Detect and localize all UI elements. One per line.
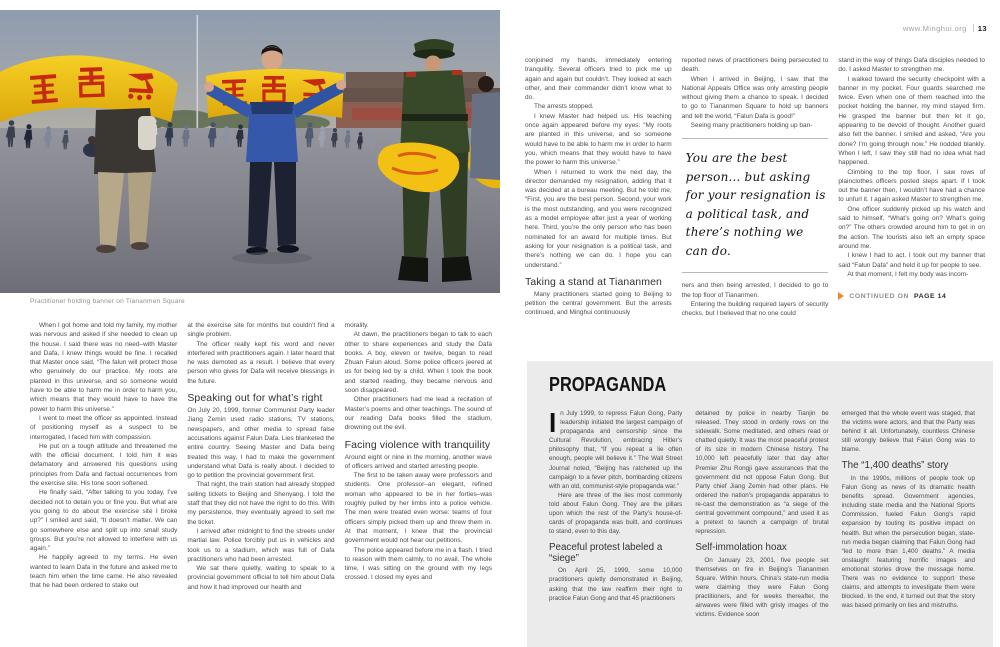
tiananmen-photo-illustration	[0, 10, 500, 293]
article-column-3	[345, 321, 492, 592]
paragraph: Many practitioners started going to Beijing to petition the central government. But the arrests continued, and Minghui continuously	[525, 290, 672, 317]
paragraph: I walked toward the security checkpoint with a banner in my pocket. Four guards searched me twice. Even when one of them reached into the pocket holding the banner, my mind stayed firm. He grasped the banner but then let it go, appearing to be devoid of thought. Another guard also felt the banner. I smiled and asked, “Are you done? I’m going through now.” He nodded blankly. When I left, I saw they still had no idea what had happened.	[838, 75, 986, 167]
paragraph: at the exercise site for months but couldn’t find a single problem.	[187, 322, 335, 339]
paragraph: reported news of practitioners being persecuted to death.	[681, 57, 829, 74]
paragraph: In July 1999, to repress Falun Gong, Party leadership initiated the largest campaign of propaganda and censorship since the Cultural Revolution, embracing Hitler’s philosophy that, “If you repeat a lie often enough, people will believe it.” The Wall Street Journal noted, “Beijing has ratcheted up the campaign to a fever pitch, bombarding citizens with an old, communist-style propaganda war.”	[549, 406, 683, 490]
drop-cap: I	[549, 406, 557, 439]
pull-quote-text: You are the best person... but asking for your resignation is a political task, and there’s nothing we can do.	[685, 151, 826, 258]
paragraph: At dawn, the practitioners began to talk to each other to share experiences and study the Dafa books. A boy, eleven or twelve, began to read Zhuan Falun aloud. Some police officers jeered at us for being led by a child. When I took the book and started reading, they became nervous and soon disappeared.	[344, 331, 492, 395]
article-column-1	[30, 321, 177, 592]
paragraph: He put on a tough attitude and threatened me with the official document. I told him it was defamatory and answered his questions using principles from Dafa and factual occurrences from the exercise site. His tone soon softened.	[30, 442, 178, 488]
paragraph: On July 20, 1999, former Communist Party leader Jiang Zemin used radio stations, TV stations, newspapers, and other media to spread false accusations against Falun Dafa. Lies blanketed the entire country. Seeing Master and Dafa being treated this way, I had to make the government understand what Dafa is really about. I decided to go to petition the provincial government first.	[187, 407, 335, 480]
left-page-columns	[30, 321, 492, 592]
paragraph: On April 25, 1999, some 10,000 practitioners quietly demonstrated in Beijing, asking that the law reaffirm their right to practice Falun Gong and that 45 practitioners	[549, 567, 683, 602]
paragraph: detained by police in nearby Tianjin be released. They stood in orderly rows on the sidewalk. Some meditated, and others read or chatted quietly. It was the most peaceful protest of its size in modern Chinese history. The 10,000 left peacefully later that day after Premier Zhu Rongji gave assurances that the government did not oppose Falun Gong. But Party chief Jiang Zemin had other plans. He ordered the nation’s propaganda apparatus to re-cast the demonstration as “a siege of the central government compound,” and used it as a pretext to launch a campaign of brutal repression.	[695, 410, 829, 536]
paragraph: When I arrived in Beijing, I saw that the National Appeals Office was only arresting people without giving them a chance to speak. I decided to go to Tiananmen Square to hold up banners and tell the world, “Falun Dafa is good!”	[681, 75, 829, 120]
paragraph: The police appeared before me in a flash. I tried to reason with them calmly, to no avail. The whole time, I was sitting on the ground with my legs crossed. I closed my eyes and	[344, 546, 492, 582]
paragraph: I went to meet the officer as appointed. Instead of positioning myself as a suspect to be interrogated, I faced him with compassion.	[30, 414, 178, 441]
page-number: 13	[977, 24, 987, 33]
paragraph: On January 23, 2001, five people set themselves on fire in Beijing’s Tiananmen Square. Within hours, China’s state-run media were claiming they were Falun Gong practitioners, and for weeks thereafter, the airwaves were filled with grisly images of the victims. Evidence soon	[695, 556, 829, 619]
pull-quote	[682, 138, 829, 273]
paragraph: When I returned to work the next day, the director demanded my resignation, adding that it was decided at a bureau meeting. But he told me, “First, you are the best person. Second, your work is the most outstanding, and you were recognized as a model employee after just a year of working here. Third, you’re the only person who has been nominated for an award for multiple times. But asking for your resignation is a political task, and there’s nothing we can do. I hope you can understand.”	[525, 168, 672, 269]
heading-taking-a-stand: Taking a stand at Tiananmen	[525, 275, 662, 288]
heading-facing-violence: Facing violence with tranquility	[344, 438, 491, 451]
header-divider	[973, 24, 974, 32]
paragraph: ners and then being arrested, I decided to go to the top floor of Tiananmen.	[681, 282, 829, 299]
paragraph: The first to be taken away were professors and students. One professor–an elegant, refined woman who appeared to be in her forties–was roughly pulled by her limbs into a police vehicle. The men were treated even worse: teams of four officers simply picked them up and threw them in. At that moment, I knew that the provincial government would not hear our petitions.	[344, 472, 492, 545]
paragraph: Here are three of the lies most commonly told about Falun Gong. They are the pillars upon which the rest of the Party’s house-of-cards of propaganda was built, and continues to stand, even to this day.	[549, 491, 683, 536]
paragraph: Entering the building required layers of security checks, but I believed that no one could	[681, 300, 829, 318]
propaganda-column-1	[549, 406, 683, 619]
paragraph: In the 1990s, millions of people took up Falun Gong as news of its dramatic health benefits spread. Government agencies, including state media and the National Sports Commission, fueled Falun Gong’s rapid expansion by touting its positive impact on health. But when the persecution began, state-run media began claiming that Falun Gong had “led to more than 1,400 deaths.” A media onslaught featuring horrific images and emotional stories drove the message home. There was no evidence to support these claims, and attempts to investigate them were blocked. In the end, it turned out that the story was based primarily on lies and mistruths.	[841, 474, 975, 610]
tiananmen-photo	[0, 10, 500, 293]
paragraph: When I got home and told my family, my mother was nervous and asked if she needed to clean up the house. I said there was no need–with Master and Dafa, I knew things would be fine. I recalled that Master once said, “The falun will protect those who genuinely do our practice. My roots are planted in this universe, and so someone would have to be able to harm me in order to harm you, which means that they would have to have the power to harm this universe.”	[30, 322, 178, 413]
heading-speaking-out: Speaking out for what’s right	[187, 392, 323, 405]
propaganda-panel	[527, 361, 993, 647]
article-column-6	[838, 56, 985, 319]
propaganda-column-2	[695, 409, 828, 619]
page-header	[525, 24, 987, 33]
paragraph: Other practitioners had me lead a recitation of Master’s poems and other teachings. The sound of our reading Dafa books filled the stadium, drowning out the evil.	[344, 396, 492, 432]
continued-target: PAGE 14	[914, 292, 947, 300]
continued-label: CONTINUED ON	[849, 292, 910, 300]
paragraph: That night, the train station had already stopped selling tickets to Beijing and Shenyang. I told the staff that they did not have the right to do this. With my persistence, they eventually agreed to sell me the ticket.	[187, 481, 335, 526]
paragraph: emerged that the whole event was staged, that the victims were actors, and that the Party was behind it all. Unfortunately, countless Chinese still wrongly believe that Falun Gong was to blame.	[841, 410, 975, 454]
paragraph: stand in the way of things Dafa disciples needed to do. I asked Master to strengthen me.	[838, 57, 986, 74]
paragraph: At that moment, I felt my body was incom-	[847, 270, 969, 278]
propaganda-column-3	[842, 409, 975, 619]
paragraph: We sat there quietly, waiting to speak to a provincial government official to tell him about Dafa and how it had improved our health and	[187, 565, 335, 591]
paragraph: The officer really kept his word and never interfered with practitioners again. I later heard that he was demoted as a result. I believe that every person who gives for Dafa will receive blessings in the future.	[187, 340, 335, 385]
paragraph: Climbing to the top floor, I saw rows of plainclothes officers posted steps apart. If I took out the banner then, I wouldn’t have had a chance to unfurl it. I again asked Master to strengthen me.	[838, 168, 986, 204]
article-column-4	[525, 56, 672, 319]
heading-1400-deaths: The “1,400 deaths” story	[841, 460, 949, 472]
propaganda-columns	[549, 406, 975, 619]
photo-caption: Practitioner holding banner on Tiananmen Square	[30, 298, 185, 305]
paragraph: He happily agreed to my terms. He even wanted to learn Dafa in the future and asked me to teach him when the time came. He also revealed that he had been ordered to stake out	[30, 554, 178, 590]
paragraph: I arrived after midnight to find the streets under martial law. Police forcibly put us in vehicles and took us to a stadium, which was full of Dafa practitioners who had been arrested.	[187, 527, 335, 563]
article-column-2	[187, 321, 334, 592]
right-page-columns	[525, 56, 985, 319]
heading-peaceful-protest: Peaceful protest labeled a “siege”	[549, 542, 663, 564]
paragraph: conjoined my hands, immediately entering tranquility. Several officers tried to pick me up again and again but couldn’t. They looked at each other, and their commander didn’t know what to do.	[525, 57, 672, 102]
paragraph: I knew Master had helped us. His teaching once again appeared before my eyes: “My roots are planted in this universe, and so someone would have to be able to harm me in order to harm you, which means that they would have to have the power to harm this universe.”	[525, 112, 672, 167]
article-column-5	[682, 56, 829, 319]
heading-self-immolation: Self-immolation hoax	[695, 542, 787, 554]
paragraph: I knew I had to act. I took out my banner that said “Falun Dafa” and held it up for people to see.	[838, 252, 986, 269]
arrow-right-icon	[838, 292, 844, 300]
paragraph: Seeing many practitioners holding up ban-	[690, 122, 813, 130]
paragraph: Around eight or nine in the morning, another wave of officers arrived and started arresting people.	[344, 453, 492, 470]
paragraph: The arrests stopped.	[534, 103, 594, 111]
paragraph: One officer suddenly picked up his watch and said to himself, “What’s going on? What’s going on?” The others crowded around him to get in on the action. The tourists also left an empty space around me.	[838, 205, 986, 250]
flagpole	[197, 15, 199, 128]
site-url: www.Minghui.org	[902, 24, 967, 33]
paragraph: He finally said, “After talking to you today, I’ve decided not to detain you or fine you. But what are you going to do about the exercise site I broke up?” I smiled and said, “It doesn’t matter. We can go somewhere else and split up into small study groups. But you’re not allowed to interfere with us again.”	[30, 489, 178, 553]
paragraph: morality.	[344, 322, 369, 329]
continued-link[interactable]	[838, 292, 985, 300]
propaganda-title: PROPAGANDA	[549, 374, 667, 396]
